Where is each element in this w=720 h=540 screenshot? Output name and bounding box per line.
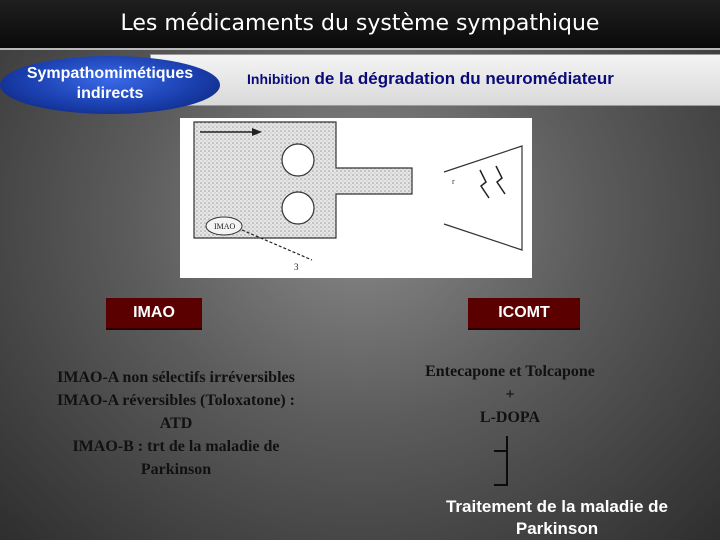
icomt-line: Entecapone et Tolcapone <box>425 363 595 380</box>
subtitle-prefix: Inhibition <box>247 71 310 87</box>
subtitle-band <box>150 54 720 106</box>
imao-label: IMAO <box>106 298 202 330</box>
outcome-connector <box>506 436 508 486</box>
imao-line: ATD <box>159 415 193 432</box>
synapse-diagram <box>180 118 532 278</box>
imao-description <box>6 366 346 481</box>
product-label: 3 <box>294 262 299 272</box>
imao-line: IMAO-A réversibles (Toloxatone) : <box>56 392 296 409</box>
imao-line: IMAO-B : trt de la maladie de <box>72 438 280 455</box>
synapse-illustration <box>180 118 532 278</box>
connector-tick <box>494 484 508 486</box>
outcome-line-2: Parkinson <box>515 519 599 538</box>
imao-line: IMAO-A non sélectifs irréversibles <box>57 369 295 386</box>
vesicle-top <box>282 144 314 176</box>
icomt-description <box>398 360 622 429</box>
icomt-label: ICOMT <box>468 298 580 330</box>
imao-line: Parkinson <box>140 461 212 478</box>
receptor-arrow-2 <box>496 166 505 194</box>
vesicle-bottom <box>282 192 314 224</box>
receptor-arrow-1 <box>480 170 489 198</box>
icomt-line: + <box>505 386 515 403</box>
connector-tick <box>494 450 508 452</box>
subtitle-rest: de la dégradation du neuromédiateur <box>314 69 614 88</box>
badge-line-1: Sympathomimétiques <box>26 65 194 82</box>
enzyme-label: IMAO <box>214 222 236 231</box>
icomt-outcome <box>412 496 702 540</box>
slide-title: Les médicaments du système sympathique <box>0 0 720 50</box>
badge-line-2: indirects <box>76 85 144 102</box>
icomt-line: L-DOPA <box>479 409 541 426</box>
subtitle-text <box>247 69 614 89</box>
outcome-line-1: Traitement de la maladie de <box>445 497 669 516</box>
category-badge <box>0 56 220 114</box>
receptor-mark: r <box>452 177 455 186</box>
postsynaptic-membrane <box>444 146 522 250</box>
